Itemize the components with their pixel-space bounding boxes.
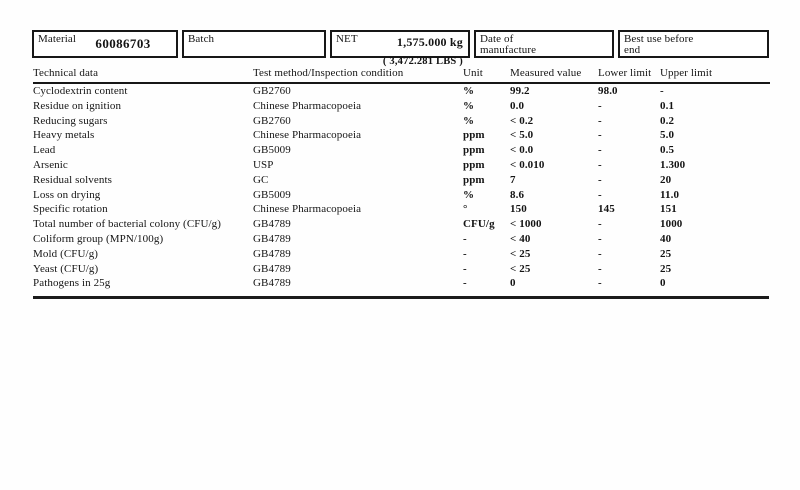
table-row: [33, 128, 770, 143]
table-cell: -: [463, 247, 467, 260]
table-cell: -: [598, 247, 602, 260]
table-cell: -: [598, 158, 602, 171]
net-box: [330, 30, 470, 67]
table-cell: ppm: [463, 158, 485, 171]
table-cell: Reducing sugars: [33, 114, 108, 127]
table-cell: 40: [660, 232, 672, 245]
spec-table: [33, 63, 770, 291]
table-cell: 11.0: [660, 188, 680, 201]
table-cell: -: [598, 114, 602, 127]
table-row: [33, 158, 770, 173]
table-row: [33, 232, 770, 247]
table-cell: Chinese Pharmacopoeia: [253, 129, 362, 142]
table-cell: -: [598, 99, 602, 112]
table-cell: 145: [598, 203, 615, 216]
table-cell: ppm: [463, 144, 485, 157]
table-row: [33, 99, 770, 114]
table-row: [33, 202, 770, 217]
spec-table-body: [33, 83, 770, 291]
net-value-lbs: ( 3,472.281 LBS ): [382, 56, 463, 67]
table-cell: -: [598, 188, 602, 201]
table-cell: < 5.0: [510, 129, 534, 142]
table-cell: GB4789: [253, 262, 291, 275]
table-cell: CFU/g: [463, 218, 495, 231]
header-field-row: [32, 30, 769, 67]
table-cell: 20: [660, 173, 672, 186]
table-cell: < 0.2: [510, 114, 534, 127]
table-cell: Loss on drying: [33, 188, 101, 201]
table-cell: %: [463, 188, 475, 201]
table-cell: Total number of bacterial colony (CFU/g): [33, 218, 222, 231]
table-cell: GB2760: [253, 85, 291, 97]
table-row: [33, 173, 770, 188]
table-cell: < 0.010: [510, 158, 545, 171]
table-cell: Heavy metals: [33, 129, 95, 142]
table-cell: 99.2: [510, 85, 530, 97]
table-cell: -: [660, 85, 664, 97]
column-header-test-method: Test method/Inspection condition: [253, 63, 463, 83]
table-cell: 1000: [660, 218, 683, 231]
table-cell: -: [463, 232, 467, 245]
table-cell: -: [598, 144, 602, 157]
column-header-unit: Unit: [463, 63, 510, 83]
table-cell: USP: [253, 158, 274, 171]
table-cell: 0: [660, 277, 666, 290]
table-cell: < 40: [510, 232, 531, 245]
table-cell: Pathogens in 25g: [33, 277, 111, 290]
table-cell: °: [463, 203, 468, 216]
table-cell: -: [598, 129, 602, 142]
table-cell: Chinese Pharmacopoeia: [253, 203, 362, 216]
table-row: [33, 247, 770, 262]
table-cell: < 0.0: [510, 144, 534, 157]
table-cell: 0.1: [660, 99, 675, 112]
table-cell: Residue on ignition: [33, 99, 122, 112]
table-row: [33, 262, 770, 277]
table-cell: 151: [660, 203, 677, 216]
table-cell: 5.0: [660, 129, 675, 142]
batch-box: [182, 30, 326, 58]
table-cell: Coliform group (MPN/100g): [33, 232, 164, 245]
net-value-kg: 1,575.000 kg: [396, 35, 463, 49]
table-cell: 0.0: [510, 99, 525, 112]
table-cell: %: [463, 85, 475, 97]
table-cell: Yeast (CFU/g): [33, 262, 99, 275]
bottom-rule: [33, 296, 769, 299]
table-cell: GB4789: [253, 218, 291, 231]
table-cell: GB4789: [253, 277, 291, 290]
table-cell: -: [598, 232, 602, 245]
table-cell: 25: [660, 262, 672, 275]
table-cell: GC: [253, 173, 269, 186]
table-cell: < 25: [510, 247, 531, 260]
table-cell: Chinese Pharmacopoeia: [253, 99, 362, 112]
table-row: [33, 276, 770, 291]
table-cell: ppm: [463, 173, 485, 186]
material-value: 60086703: [95, 36, 151, 51]
table-cell: GB5009: [253, 144, 291, 157]
table-row: [33, 188, 770, 203]
table-cell: 7: [510, 173, 516, 186]
table-cell: 0.2: [660, 114, 675, 127]
date-of-manufacture-label: Date of manufacture: [480, 33, 537, 56]
table-cell: Cyclodextrin content: [33, 85, 128, 97]
table-cell: 98.0: [598, 85, 618, 97]
table-row: [33, 217, 770, 232]
table-cell: -: [463, 277, 467, 290]
table-cell: 25: [660, 247, 672, 260]
table-cell: GB2760: [253, 114, 291, 127]
table-cell: Residual solvents: [33, 173, 113, 186]
material-box: [32, 30, 178, 58]
column-header-upper-limit: Upper limit: [660, 63, 770, 83]
date-of-manufacture-box: [474, 30, 614, 58]
table-cell: ppm: [463, 129, 485, 142]
table-cell: Lead: [33, 144, 56, 157]
net-label: NET: [336, 33, 358, 45]
table-cell: Mold (CFU/g): [33, 247, 99, 260]
column-header-lower-limit: Lower limit: [598, 63, 660, 83]
table-cell: GB4789: [253, 232, 291, 245]
spec-table-wrap: [33, 63, 770, 291]
table-cell: -: [598, 277, 602, 290]
table-cell: Specific rotation: [33, 203, 108, 216]
table-cell: GB5009: [253, 188, 291, 201]
table-header-row: [33, 63, 770, 83]
table-cell: < 1000: [510, 218, 542, 231]
best-use-before-end-label: Best use before end: [624, 33, 694, 56]
table-cell: %: [463, 99, 475, 112]
table-row: [33, 143, 770, 158]
table-cell: 0.5: [660, 144, 675, 157]
table-cell: 150: [510, 203, 527, 216]
table-row: [33, 83, 770, 99]
table-row: [33, 114, 770, 129]
table-cell: -: [598, 173, 602, 186]
best-use-before-end-box: [618, 30, 769, 58]
table-cell: 1.300: [660, 158, 686, 171]
table-cell: < 25: [510, 262, 531, 275]
table-cell: 8.6: [510, 188, 525, 201]
table-cell: %: [463, 114, 475, 127]
table-cell: GB4789: [253, 247, 291, 260]
table-cell: -: [598, 218, 602, 231]
column-header-measured-value: Measured value: [510, 63, 598, 83]
batch-label: Batch: [188, 33, 215, 45]
material-label: Material: [38, 33, 77, 45]
table-cell: -: [598, 262, 602, 275]
table-cell: 0: [510, 277, 516, 290]
column-header-technical-data: Technical data: [33, 63, 253, 83]
table-cell: Arsenic: [33, 158, 68, 171]
table-cell: -: [463, 262, 467, 275]
